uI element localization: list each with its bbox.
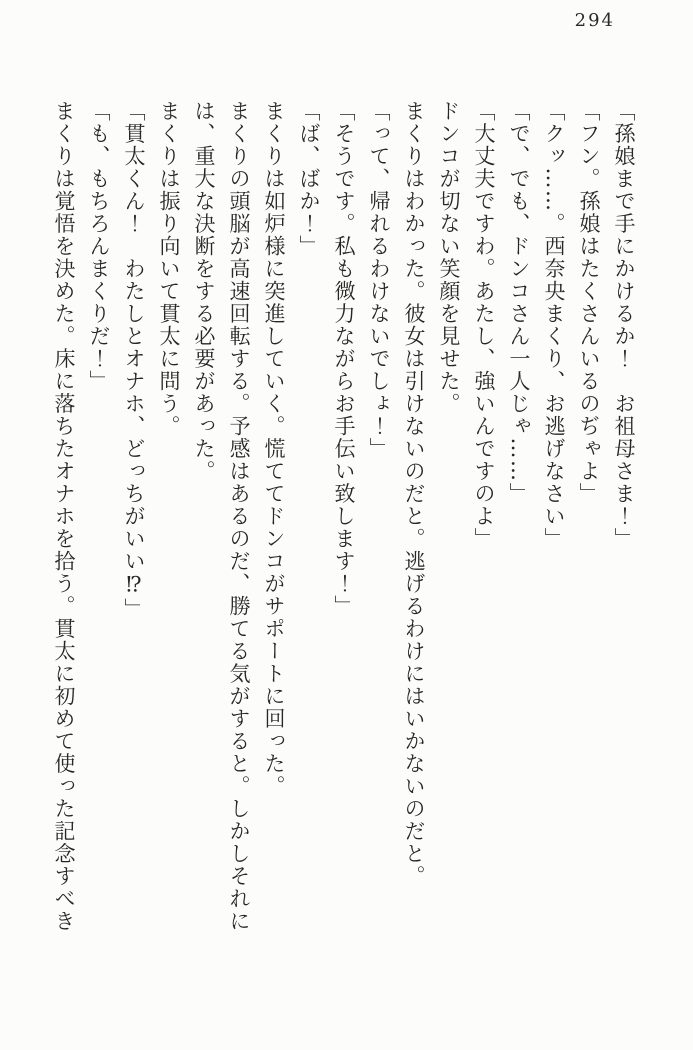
page-number: 294 [574,10,615,31]
text-column: まくりはわかった。彼女は引けないのだと。逃げるわけにはいかないのだと。 [402,100,426,888]
text-column: 「フン。孫娘はたくさんいるのぢゃよ」 [577,100,601,505]
text-column: 「で、でも、ドンコさん一人じゃ……」 [507,100,531,505]
text-column: まくりは覚悟を決めた。床に落ちたオナホを拾う。貫太に初めて使った記念すべき [52,100,76,933]
text-column: 「ば、ばか！」 [297,100,321,258]
text-column: 「孫娘まで手にかけるか！ お祖母さま！」 [612,100,636,550]
text-column: 「貫太くん！ わたしとオナホ、どっちがいい⁉」 [122,100,146,621]
text-column: まくりは振り向いて貫太に問う。 [157,100,181,438]
text-column: 「クッ……。西奈央まくり、お逃げなさい」 [542,100,566,550]
vertical-text-block [45,100,641,948]
text-column: 「大丈夫ですわ。あたし、強いんですのよ」 [472,100,496,550]
text-column: まくりは如炉様に突進していく。慌ててドンコがサポートに回った。 [262,100,286,798]
text-column: 「も、もちろんまくりだ！」 [87,100,111,393]
text-column: 「そうです。私も微力ながらお手伝い致します！」 [332,100,356,618]
text-column: ドンコが切ない笑顔を見せた。 [437,100,461,415]
text-column: は、重大な決断をする必要があった。 [192,100,216,483]
text-column: 「って、帰れるわけないでしょ！」 [367,100,391,460]
text-column: まくりの頭脳が高速回転する。予感はあるのだ、勝てる気がすると。しかしそれに [227,100,251,933]
